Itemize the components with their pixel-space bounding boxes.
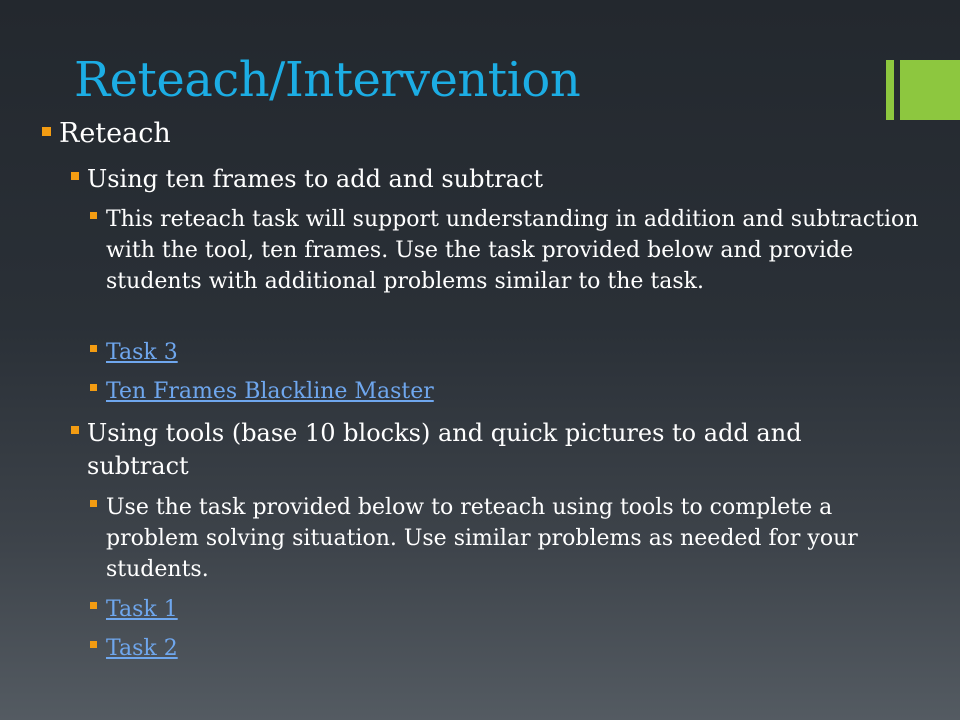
section1-description: This reteach task will support understanding in addition and subtraction with the tool, ten frames. Use the task provided below and provide students with additional problems similar to the task. [106,207,919,294]
section2-description: Use the task provided below to reteach using tools to complete a problem solving situation. Use similar problems as needed for your students. [106,495,858,582]
square-bullet-icon [42,127,51,136]
bullet-section1 [71,163,891,196]
task2-link[interactable]: Task 2 [106,636,178,661]
bullet-link-task3 [90,337,920,368]
square-bullet-icon [90,500,97,507]
square-bullet-icon [90,345,97,352]
square-bullet-icon [71,426,79,434]
bullet-reteach [42,118,171,149]
bullet-link-task1 [90,594,920,625]
square-bullet-icon [90,641,97,648]
ten-frames-blackline-master-link[interactable]: Ten Frames Blackline Master [106,379,434,404]
square-bullet-icon [90,212,97,219]
bullet-link-ten-frames [90,376,920,407]
slide-title: Reteach/Intervention [74,52,581,108]
section2-label: Using tools (base 10 blocks) and quick pictures to add and subtract [87,419,802,480]
square-bullet-icon [90,602,97,609]
task1-link[interactable]: Task 1 [106,597,178,622]
task3-link[interactable]: Task 3 [106,340,178,365]
bullet-section2-description [90,492,920,585]
bullet-section2 [71,417,891,483]
square-bullet-icon [90,384,97,391]
reteach-heading: Reteach [59,118,171,149]
square-bullet-icon [71,172,79,180]
bullet-link-task2 [90,633,920,664]
bullet-section1-description [90,204,920,297]
section1-label: Using ten frames to add and subtract [87,165,543,193]
